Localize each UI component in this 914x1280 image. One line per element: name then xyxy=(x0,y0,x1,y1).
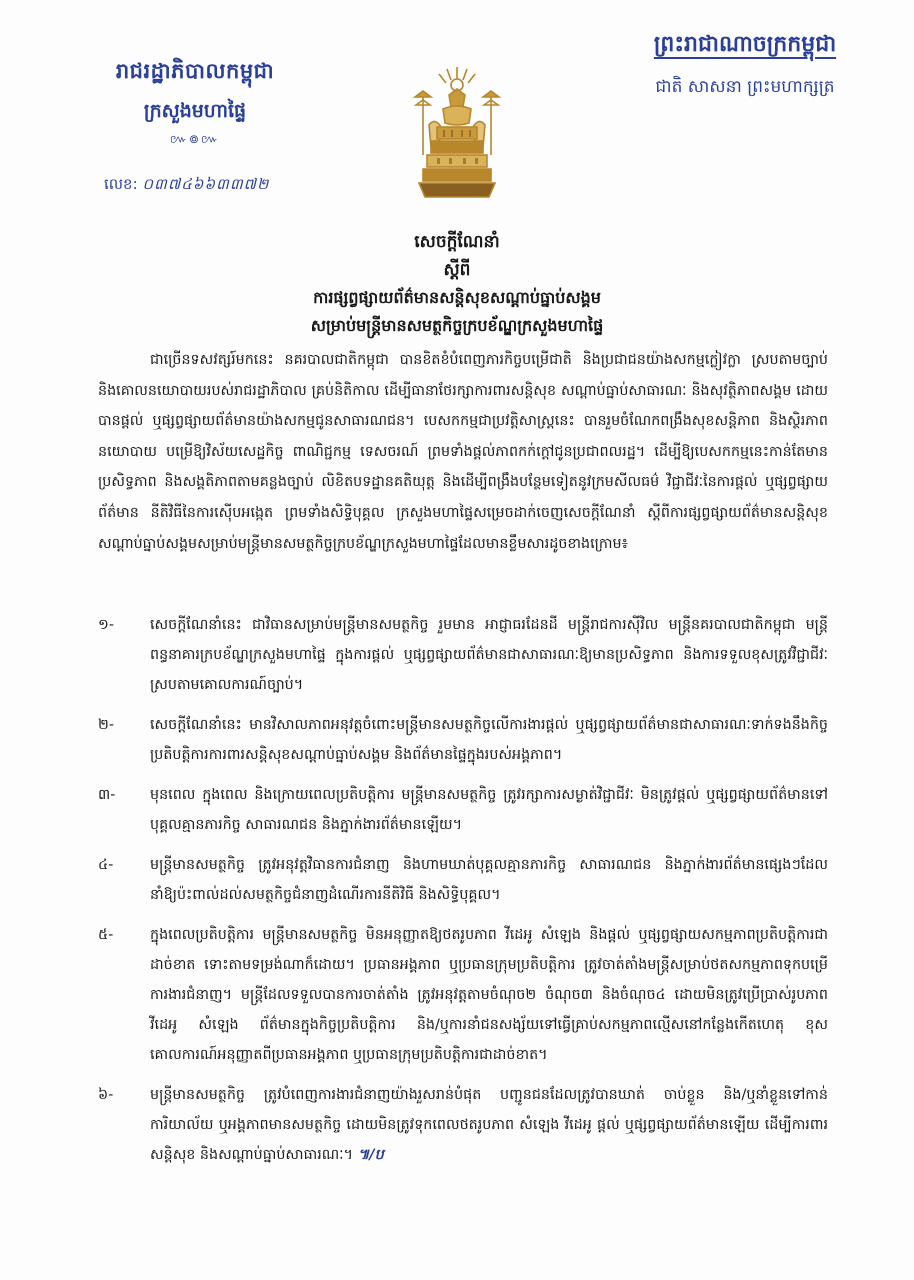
item-number: ៣- xyxy=(98,787,116,803)
title-line-1: សេចក្តីណែនាំ xyxy=(414,232,500,252)
ministry-name: ក្រសួងមហាផ្ទៃ xyxy=(143,100,247,122)
item-text: មន្ត្រីមានសមត្ថកិច្ច ត្រូវអនុវត្តវិធានការជំនាញ និងហាមឃាត់បុគ្គលគ្មានភារកិច្ច សាធារណជន និងភ្នាក់ងារព័ត៌មានផ្សេងៗដែលនាំឱ្យប៉ះពាល់ដល់សមត្ថកិច្ចជំនាញដំណើរការនីតិវិធី និងសិទ្ធិបុគ្គល។ xyxy=(150,857,828,903)
item-text: សេចក្តីណែនាំនេះ ជាវិធានសម្រាប់មន្ត្រីមានសមត្ថកិច្ច រួមមាន អាជ្ញាធរដែនដី មន្ត្រីរាជការស៊ីវិល មន្ត្រីនគរបាលជាតិកម្ពុជា មន្ត្រីពន្ធនាគារក្របខ័ណ្ឌក្រសួងមហាផ្ទៃ ក្នុងការផ្តល់ ឬផ្សព្វផ្សាយព័ត៌មានជាសាធារណៈឱ្យមានប្រសិទ្ធភាព និងការទទួលខុសត្រូវវិជ្ជាជីវៈស្របតាមគោលការណ៍ច្បាប់។ xyxy=(150,617,828,693)
item-text: មុនពេល ក្នុងពេល និងក្រោយពេលប្រតិបត្តិការ មន្ត្រីមានសមត្ថកិច្ច ត្រូវរក្សាការសម្ងាត់វិជ្ជាជីវៈ មិនត្រូវផ្តល់ ឬផ្សព្វផ្សាយព័ត៌មានទៅបុគ្គលគ្មានភារកិច្ច សាធារណជន និងភ្នាក់ងារព័ត៌មានឡើយ។ xyxy=(150,787,828,833)
ornament: ៚៙៚ xyxy=(170,132,220,146)
reference-number-row xyxy=(104,175,269,197)
list-item xyxy=(98,850,828,910)
issuer-header xyxy=(80,58,310,149)
item-number: ៥- xyxy=(98,927,114,943)
continuation-mark: ៕/ប xyxy=(357,1147,384,1163)
item-text: ក្នុងពេលប្រតិបត្តិការ មន្ត្រីមានសមត្ថកិច្ច មិនអនុញ្ញាតឱ្យថតរូបភាព វីដេអូ សំឡេង និងផ្តល់ ឬផ្សព្វផ្សាយសកម្មភាពប្រតិបត្តិការជាដាច់ខាត ទោះតាមទម្រង់ណាក៏ដោយ។ ប្រធានអង្គភាព ឬប្រធានក្រុមប្រតិបត្តិការ ត្រូវចាត់តាំងមន្ត្រីសម្រាប់ថតសកម្មភាពទុកបម្រើការងារជំនាញ។ មន្ត្រីដែលទទួលបានការចាត់តាំង ត្រូវអនុវត្តតាមចំណុច២ ចំណុច៣ និងចំណុច៤ ដោយមិនត្រូវប្រើប្រាស់រូបភាព វីដេអូ សំឡេង ព័ត៌មានក្នុងកិច្ចប្រតិបត្តិការ និង/ឬការនាំជនសង្ស័យទៅធ្វើគ្រាប់សកម្មភាពល្មើសនៅកន្លែងកើតហេតុ ខុសគោលការណ៍អនុញ្ញាតពីប្រធានអង្គភាព ឬប្រធានក្រុមប្រតិបត្តិការជាដាច់ខាត។ xyxy=(150,927,828,1063)
kingdom-header xyxy=(605,30,885,101)
list-item xyxy=(98,610,828,700)
item-number: ១- xyxy=(98,617,114,633)
title-line-4: សម្រាប់មន្ត្រីមានសមត្ថកិច្ចក្របខ័ណ្ឌក្រសួងមហាផ្ទៃ xyxy=(310,316,604,335)
title-line-3: ការផ្សព្វផ្សាយព័ត៌មានសន្តិសុខសណ្តាប់ធ្នាប់សង្គម xyxy=(313,288,601,307)
royal-emblem-icon xyxy=(403,63,511,203)
document-title xyxy=(60,228,854,340)
item-text: សេចក្តីណែនាំនេះ មានវិសាលភាពអនុវត្តចំពោះមន្ត្រីមានសមត្ថកិច្ចលើការងារផ្តល់ ឬផ្សព្វផ្សាយព័ត៌មានជាសាធារណៈទាក់ទងនឹងកិច្ចប្រតិបត្តិការការពារសន្តិសុខសណ្តាប់ធ្នាប់សង្គម និងព័ត៌មានផ្ទៃក្នុងរបស់អង្គភាព។ xyxy=(150,717,828,763)
item-text: មន្ត្រីមានសមត្ថកិច្ច ត្រូវបំពេញការងារជំនាញយ៉ាងរួសរាន់បំផុត បញ្ជូនជនដែលត្រូវបានឃាត់ ចាប់ខ្លួន និង/ឬនាំខ្លួនទៅកាន់ការិយាល័យ ឬអង្គភាពមានសមត្ថកិច្ច ដោយមិនត្រូវទុកពេលថតរូបភាព សំឡេង វីដេអូ ផ្តល់ ឬផ្សព្វផ្សាយព័ត៌មានឡើយ ដើម្បីការពារសន្តិសុខ និងសណ្តាប់ធ្នាប់សាធារណៈ។ xyxy=(150,1087,828,1163)
list-item xyxy=(98,710,828,770)
instruction-list xyxy=(98,610,828,1180)
kingdom-name: ព្រះរាជាណាចក្រកម្ពុជា xyxy=(653,32,837,57)
list-item xyxy=(98,920,828,1070)
reference-number: ០៣៧៤៦៦៣៣៧២ xyxy=(142,175,270,193)
government-name: រាជរដ្ឋាភិបាលកម្ពុជា xyxy=(115,59,275,83)
title-line-2: ស្តីពី xyxy=(443,260,471,280)
national-motto: ជាតិ សាសនា ព្រះមហាក្សត្រ xyxy=(655,77,835,97)
reference-label: លេខ: xyxy=(104,175,138,193)
intro-paragraph: ជាច្រើនទសវត្សរ៍មកនេះ នគរបាលជាតិកម្ពុជា បានខិតខំបំពេញភារកិច្ចបម្រើជាតិ និងប្រជាជនយ៉ាងសកម្មក្លៀវក្លា ស្របតាមច្បាប់ និងគោលនយោបាយរបស់រាជរដ្ឋាភិបាល គ្រប់និតិកាល ដើម្បីធានាថែរក្សាការពារសន្តិសុខ សណ្តាប់ធ្នាប់សាធារណៈ និងសុវត្ថិភាពសង្គម ដោយបានផ្តល់ ឬផ្សព្វផ្សាយព័ត៌មានយ៉ាងសកម្មជូនសាធារណជន។ បេសកកម្មជាប្រវត្តិសាស្ត្រនេះ បានរួមចំណែកពង្រឹងសុខសន្តិភាព និងស្ថិរភាពនយោបាយ បម្រើឱ្យវិស័យសេដ្ឋកិច្ច ពាណិជ្ជកម្ម ទេសចរណ៍ ព្រមទាំងផ្តល់ភាពកក់ក្តៅជូនប្រជាពលរដ្ឋ។ ដើម្បីឱ្យបេសកកម្មនេះកាន់តែមានប្រសិទ្ធភាព និងសង្គតិភាពតាមគន្លងច្បាប់ លិខិតបទដ្ឋានគតិយុត្ត និងដើម្បីពង្រឹងបន្ថែមទៀតនូវក្រមសីលធម៌ វិជ្ជាជីវៈនៃការផ្តល់ ឬផ្សព្វផ្សាយព័ត៌មាន នីតិវិធីនៃការស៊ើបអង្កេត ព្រមទាំងសិទ្ធិបុគ្គល ក្រសួងមហាផ្ទៃសម្រេចដាក់ចេញសេចក្តីណែនាំ ស្តីពីការផ្សព្វផ្សាយព័ត៌មានសន្តិសុខសណ្តាប់ធ្នាប់សង្គមសម្រាប់មន្ត្រីមានសមត្ថកិច្ចក្របខ័ណ្ឌក្រសួងមហាផ្ទៃដែលមានខ្លឹមសារដូចខាងក្រោម៖ xyxy=(98,352,828,552)
item-number: ៤- xyxy=(98,857,114,873)
list-item xyxy=(98,780,828,840)
item-number: ៦- xyxy=(98,1087,114,1103)
item-number: ២- xyxy=(98,717,114,733)
list-item xyxy=(98,1080,828,1170)
